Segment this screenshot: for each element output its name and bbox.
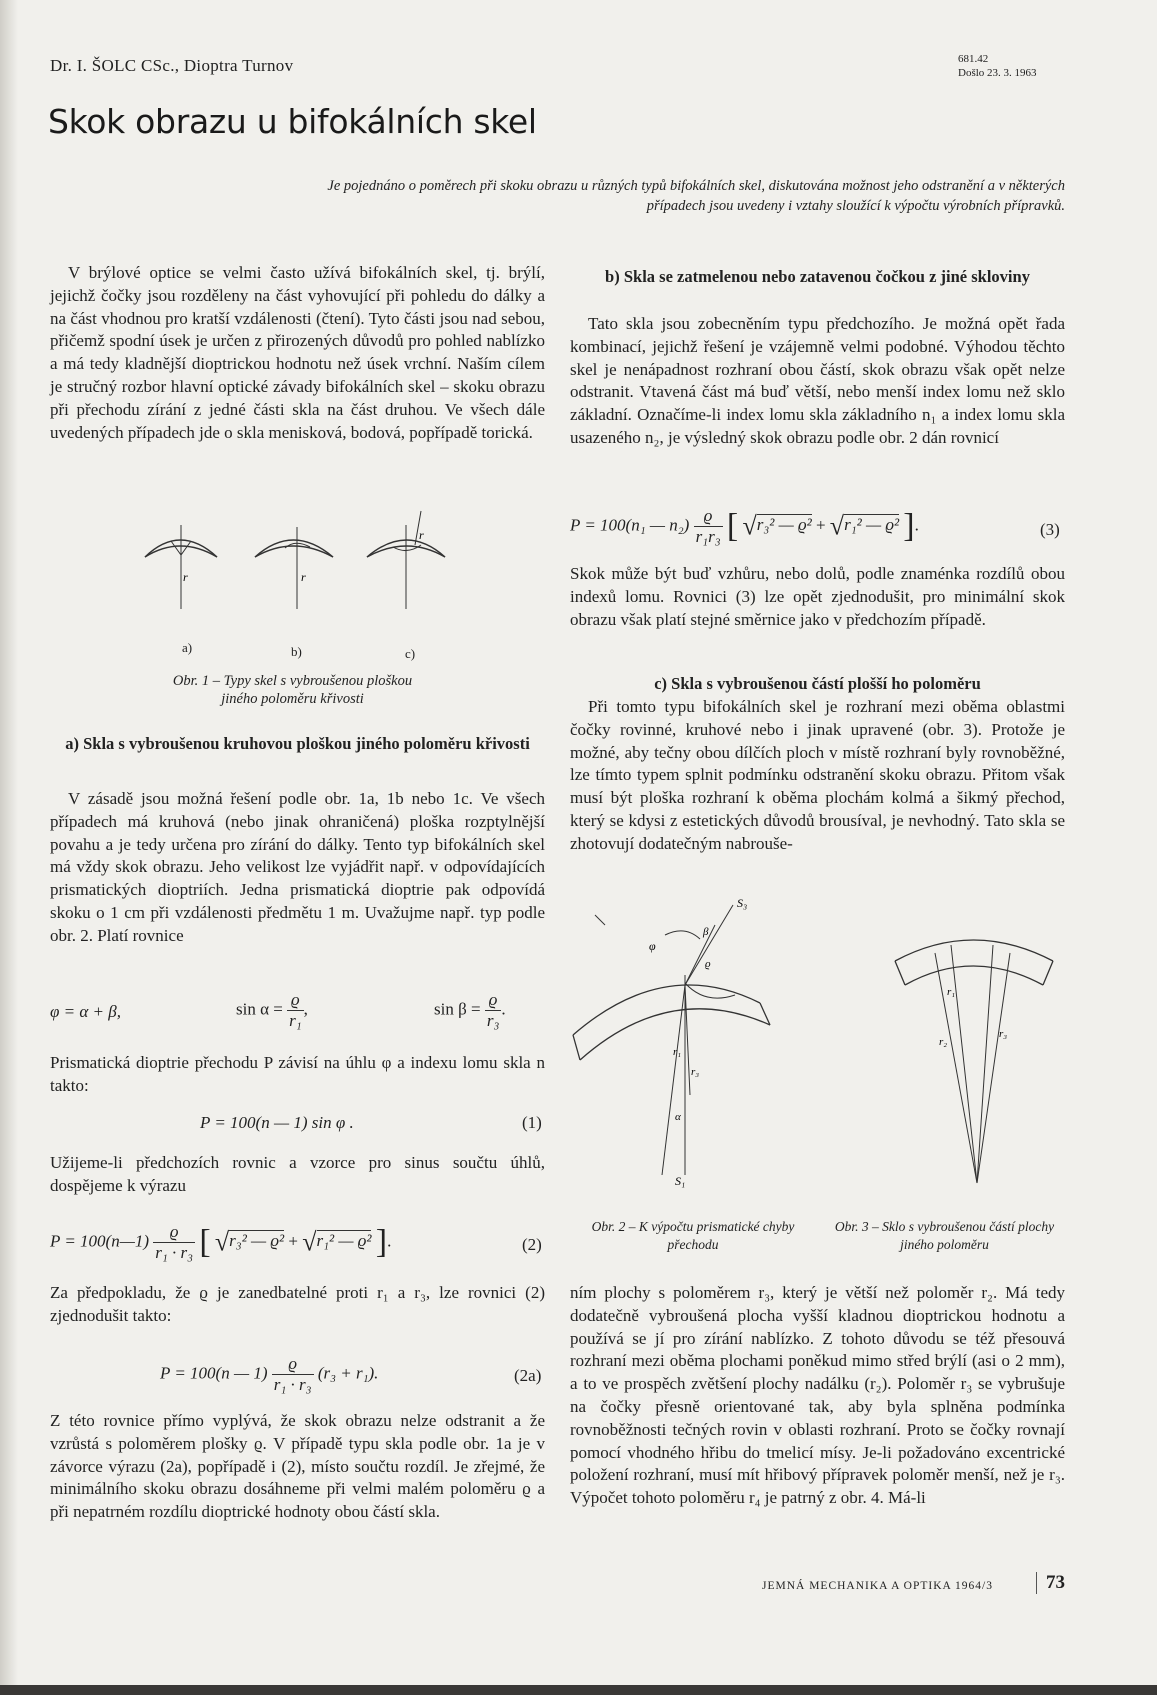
fig3-r2: r₂ — [939, 1036, 948, 1048]
fig1-label-a: a) — [182, 640, 193, 655]
author-line: Dr. I. ŠOLC CSc., Dioptra Turnov — [50, 56, 294, 75]
fig2-s3: S₃ — [737, 896, 748, 910]
section-c-paragraph: Při tomto typu bifokálních skel je rozhraní mezi oběma oblastmi čočky rovinné, kruhové nebo i jinak upravené (obr. 3). Protože je možné, aby tečny obou dílčích ploch v místě rozhraní byly rovnoběžné, lze tímto typem splnit podmínku odstranění skoku obrazu. Přitom však musí být ploška rozhraní k oběma plochám kolmá a šikmý přechod, který se kdysi z estetických důvodů brousíval, je nevhodný. Tato skla se zhotovují dodatečným nabrouše- — [570, 697, 1065, 853]
use-paragraph-wrap — [50, 1152, 545, 1198]
article-title: Skok obrazu u bifokálních skel — [48, 102, 537, 141]
section-b2-paragraph: Skok může být buď vzhůru, nebo dolů, podle znaménka rozdílů obou indexů lomu. Rovnici (3) lze opět zjednodušit, pro minimální skok obrazu však platí stejné směrnice jako v předchozím případě. — [570, 564, 1065, 629]
section-c2-paragraph: ním plochy s poloměrem r₃, který je větší než poloměr r₂. Má tedy dodatečně vybroušená plocha vyšší kladnou dioptrickou hodnotu a používá se jí pro zírání nablízko. Z tohoto důvodu se též přesouvá rozhraní mezi oběma plochami poněkud mimo střed brýlí (asi o 2 mm), a to ve prospěch zvětšení plochy nadálku (r₂). Poloměr r₃ se vybrušuje na čočky přesně orientované tak, aby byla splněna podmínka rovnoběžnosti tečných rovin v oblasti rozhraní. Proto se čočky rovnají pomocí vhodného hřibu do tmelicí mísy. Je-li požadováno excentrické položení rozhraní, musí mít hřibový přípravek poloměr menší, než je r₃. Výpočet tohoto poloměru r₄ je patrný z obr. 4. Má-li — [570, 1283, 1065, 1508]
abstract: Je pojednáno o poměrech při skoku obrazu u různých typů bifokálních skel, diskutována možnost jeho odstranění a v některých případech jsou uvedeny i vztahy sloužící k výpočtu výrobních přípravků. — [327, 178, 1065, 214]
fig2-beta: β — [703, 926, 709, 938]
prism-paragraph-wrap — [50, 1052, 545, 1098]
fig2-r3: r₃ — [691, 1066, 700, 1078]
section-c-body — [570, 696, 1065, 856]
section-b-heading: b) Skla se zatmelenou nebo zatavenou čočkou z jiné skloviny — [605, 267, 1030, 286]
footer-separator — [1036, 1572, 1037, 1594]
page-number: 73 — [1046, 1572, 1065, 1593]
journal-footer: JEMNÁ MECHANIKA A OPTIKA 1964/3 — [762, 1580, 993, 1592]
udc-code: 681.42 — [958, 53, 989, 65]
left-intro — [50, 262, 545, 444]
fig2-rho: ϱ — [705, 958, 711, 970]
equation-2a-number: (2a) — [514, 1366, 542, 1385]
equation-1: P = 100(n — 1) sin φ . — [200, 1113, 354, 1132]
eq-phi: φ = α + β, — [50, 1002, 121, 1021]
fig2-caption: Obr. 2 – K výpočtu prismatické chyby přechodu — [591, 1219, 795, 1252]
equation-1-number: (1) — [522, 1113, 542, 1132]
fig2-s1: S₁ — [675, 1174, 686, 1188]
fig1b-outer — [255, 540, 333, 557]
equation-3: P = 100(n₁ — n₂) $\frac{ϱ}{\text{r₁r₃}}$ [ √r₃² — ϱ² + √r₁² — ϱ² ]. — [570, 506, 919, 546]
fig3-lens-bottom — [905, 966, 1043, 985]
fig1-label-b: b) — [291, 644, 302, 659]
section-a-paragraph: V zásadě jsou možná řešení podle obr. 1a, 1b nebo 1c. Ve všech případech má kruhová (nebo jinak ohraničená) ploška rozptylnější povahu a je tedy určena pro zírání do dálky. Tento typ bifokálních skel má vždy skok obrazu. Jeho velikost lze vyjádřit např. v odpovídajících prismatických dioptriích. Jedna prismatická dioptrie pak odpovídá skoku o 1 cm při vzdálenosti předmětu 1 m. Uvažujme např. typ podle obr. 2. Platí rovnice — [50, 789, 545, 945]
section-c2-body — [570, 1282, 1065, 1510]
fig1-label-c: c) — [405, 646, 416, 661]
section-a-heading: a) Skla s vybroušenou kruhovou ploškou jiného poloměru křivosti — [65, 734, 530, 753]
figure-1 — [125, 505, 465, 655]
section-b2-body — [570, 563, 1065, 631]
section-c-heading: c) Skla s vybroušenou částí plošší ho poloměru — [654, 674, 981, 693]
assume-paragraph: Za předpokladu, že ϱ je zanedbatelné proti r₁ a r₃, lze rovnici (2) zjednodušit takto: — [50, 1283, 545, 1325]
equation-2: P = 100(n—1) $\frac{ϱ}{\text{r₁ · r₃}}$ [ √r₃² — ϱ² + √r₁² — ϱ² ]. — [50, 1222, 392, 1262]
equation-2-number: (2) — [522, 1235, 542, 1254]
eq-sin-beta: sin β = $\frac{ϱ}{\text{r₃}}$ . — [434, 990, 506, 1030]
fig2-phi: φ — [649, 939, 656, 953]
received-date: Došlo 23. 3. 1963 — [958, 67, 1037, 79]
article-meta — [958, 52, 1037, 80]
figure-2 — [565, 895, 795, 1195]
fig1-caption: Obr. 1 – Typy skel s vybroušenou ploškou jiného poloměru křivosti — [172, 673, 413, 707]
fig3-lens-top — [895, 940, 1053, 961]
section-a-body — [50, 788, 545, 948]
prism-paragraph: Prismatická dioptrie přechodu P závisí na úhlu φ a indexu lomu skla n takto: — [50, 1053, 545, 1095]
figure-3 — [885, 925, 1065, 1195]
conclusion-paragraph-wrap — [50, 1410, 545, 1524]
fig2-alpha: α — [675, 1111, 681, 1123]
scan-bottom-edge — [0, 1685, 1157, 1695]
fig2-lens-top — [573, 985, 760, 1035]
equation-2a: P = 100(n — 1) $\frac{ϱ}{\text{r₁ · r₃}}$ (r₃ + r₁). — [160, 1354, 379, 1394]
fig1b-r: r — [301, 570, 306, 584]
fig1a-r: r — [183, 570, 188, 584]
intro-paragraph: V brýlové optice se velmi často užívá bifokálních skel, tj. brýlí, jejichž čočky jsou rozděleny na část vyhovující při pohledu do dálky a na část vhodnou pro kratší vzdálenosti (čtení). Tyto části jsou nad sebou, přičemž spodní úsek je určen z přirozených důvodů pro pohled nablízko a má tedy kladnější dioptrickou hodnotu než úsek vrchní. Naším cílem je stručný rozbor hlavní optické závady bifokálních skel – skoku obrazu při přechodu zírání z jedné části skla na část druhou. Ve všech dále uvedených případech jde o skla menisková, bodová, popřípadě torická. — [50, 263, 545, 442]
fig2-r1: r₁ — [673, 1046, 682, 1058]
page-edge — [0, 0, 18, 1695]
assume-paragraph-wrap — [50, 1282, 545, 1328]
equation-3-number: (3) — [1040, 520, 1060, 539]
section-b-paragraph: Tato skla jsou zobecněním typu předchozího. Je možná opět řada kombinací, jejichž řešení je vzájemně velmi podobné. Výhodou těchto skel je nenápadnost rozhraní obou částí, skok obrazu však opět nelze odstranit. Vtavená část má buď větší, nebo menší index lomu než sklo základní. Označíme-li index lomu skla základního n₁ a index lomu skla usazeného n₂, je výsledný skok obrazu podle obr. 2 dán rovnicí — [570, 314, 1065, 447]
fig3-caption: Obr. 3 – Sklo s vybroušenou částí plochy jiného poloměru — [834, 1219, 1055, 1252]
use-paragraph: Užijeme-li předchozích rovnic a vzorce pro sinus součtu úhlů, dospějeme k výrazu — [50, 1153, 545, 1195]
fig1c-r: r — [419, 528, 424, 542]
fig3-r3: r₃ — [999, 1028, 1008, 1040]
section-b-body — [570, 313, 1065, 450]
eq-sin-alpha: sin α = $\frac{ϱ}{\text{r₁}}$ , — [236, 990, 308, 1030]
conclusion-paragraph: Z této rovnice přímo vyplývá, že skok obrazu nelze odstranit a že vzrůstá s poloměrem plošky ϱ. V případě typu skla podle obr. 1a je v závorce výrazu (2a), popřípadě i (2), místo součtu rozdíl. Je zřejmé, že minimálního skoku obrazu dosáhneme při velmi malém poloměru ϱ a při nepatrném rozdílu dioptrické hodnoty obou částí skla. — [50, 1411, 545, 1522]
fig3-r1: r₁ — [947, 986, 956, 998]
